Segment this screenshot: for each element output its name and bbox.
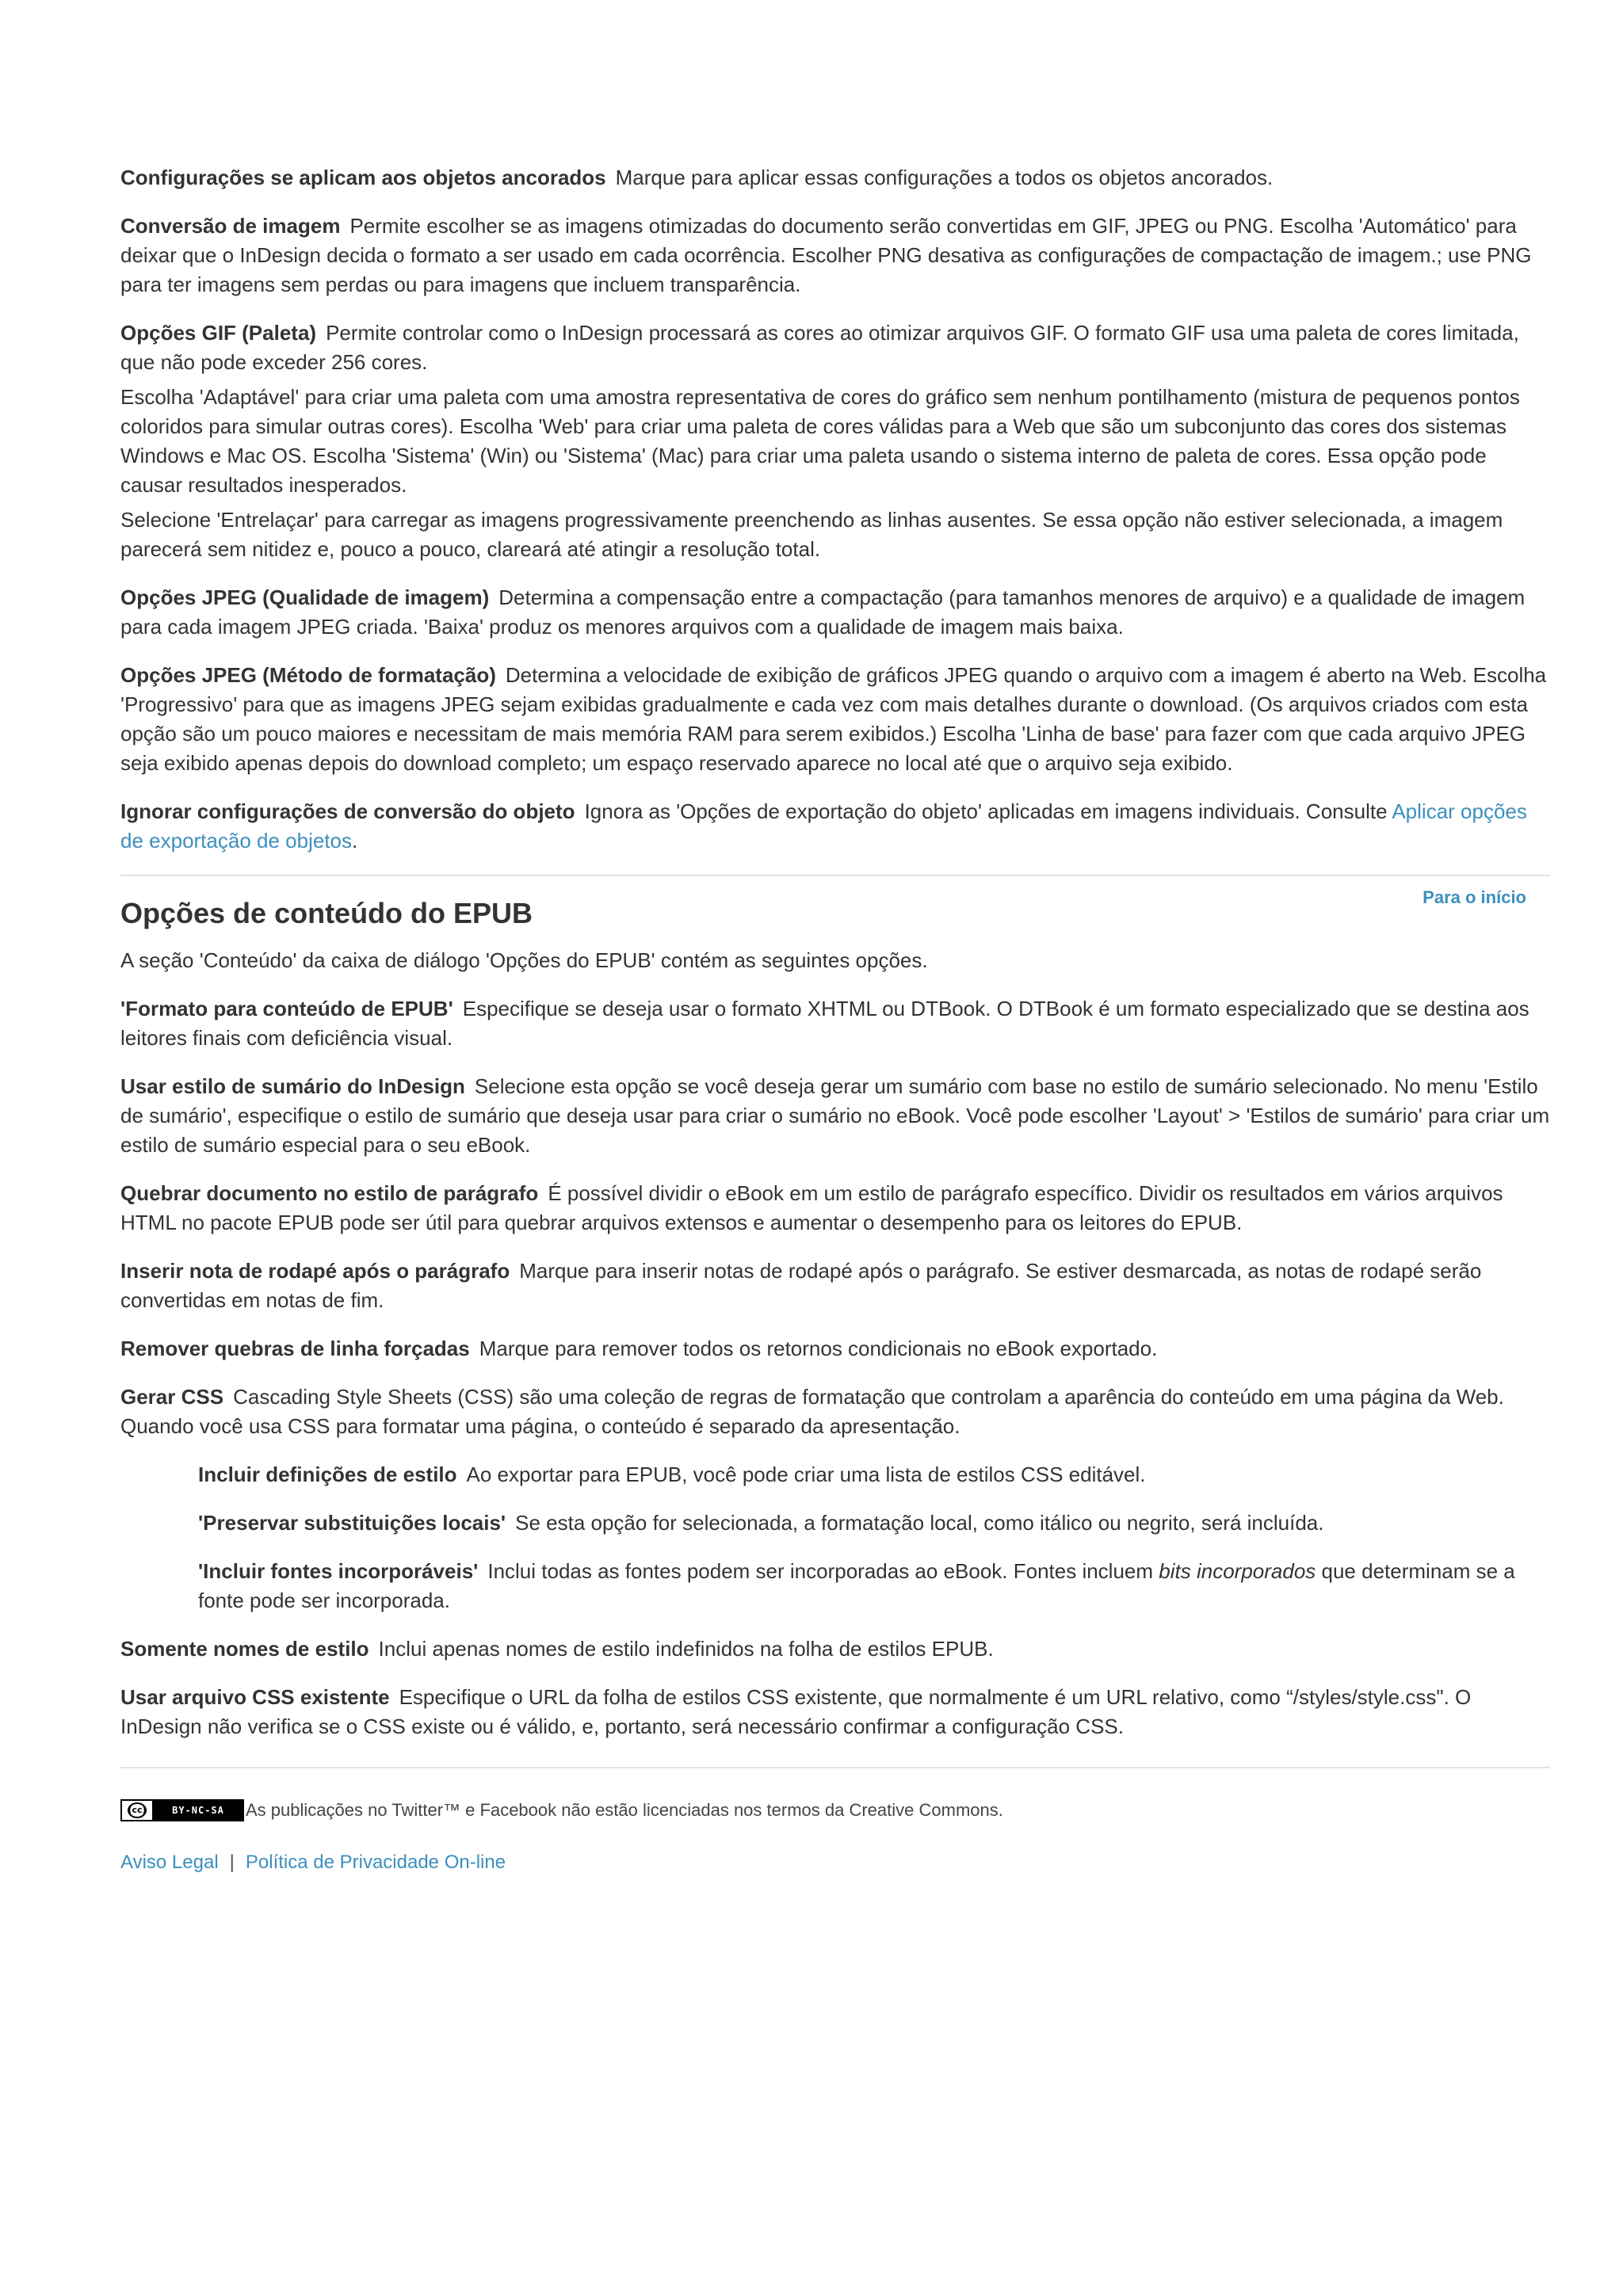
sub-definition-entry [198, 1508, 1550, 1538]
definition-term: Inserir nota de rodapé após o parágrafo [120, 1259, 510, 1283]
definition-entry [120, 318, 1550, 377]
cc-circle-icon: (cc) [128, 1802, 147, 1818]
definition-paragraph: Selecione 'Entrelaçar' para carregar as imagens progressivamente preenchendo as linhas ausentes. Se essa opção não estiver selecionada, a imagem parecerá sem nitidez e, pouco a pouco, clareará até atingir a resolução total. [120, 508, 1503, 561]
definition-term: Opções JPEG (Qualidade de imagem) [120, 585, 490, 609]
sub-definition-entry [198, 1460, 1550, 1489]
definition-text: Determina a compensação entre a compactação (para tamanhos menores de arquivo) e a qualidade de imagem para cada imagem JPEG criada. 'Baixa' produz os menores arquivos com a qualidade de imagem mais baixa. [120, 585, 1526, 639]
definition-entry [120, 212, 1550, 299]
definition-entry [120, 661, 1550, 778]
definition-text: Selecione esta opção se você deseja gerar um sumário com base no estilo de sumário selecionado. No menu 'Estilo de sumário', especifique o estilo de sumário que deseja usar para criar o sumário no eBook. Você pode escolher 'Layout' > 'Estilos de sumário' para criar um estilo de sumário especial para o seu eBook. [120, 1074, 1550, 1157]
document-page [120, 163, 1550, 1875]
definition-text: Especifique se deseja usar o formato XHTML ou DTBook. O DTBook é um formato especializado que se destina aos leitores finais com deficiência visual. [120, 997, 1529, 1050]
definition-term: Opções GIF (Paleta) [120, 321, 317, 345]
definition-entry [120, 1179, 1550, 1238]
definition-text: Inclui apenas nomes de estilo indefinidos na folha de estilos EPUB. [378, 1637, 994, 1661]
definition-entry [120, 994, 1550, 1053]
definition-entry [120, 583, 1550, 642]
section-header [120, 876, 1550, 932]
definition-term: Incluir definições de estilo [198, 1463, 457, 1486]
definition-entry [120, 1257, 1550, 1315]
definition-entry [120, 1683, 1550, 1741]
definition-term: 'Incluir fontes incorporáveis' [198, 1559, 479, 1583]
definition-entry [120, 1383, 1550, 1441]
definition-text: Marque para remover todos os retornos condicionais no eBook exportado. [479, 1337, 1158, 1360]
definition-term: Usar estilo de sumário do InDesign [120, 1074, 465, 1098]
license-text: As publicações no Twitter™ e Facebook não estão licenciadas nos termos da Creative Commons. [246, 1800, 1003, 1820]
definition-term: Usar arquivo CSS existente [120, 1685, 390, 1709]
definition-entry [120, 163, 1550, 193]
license-row [120, 1798, 1550, 1822]
definition-text: Ignora as 'Opções de exportação do objeto' aplicadas em imagens individuais. Consulte [584, 799, 1388, 823]
definition-italic: bits incorporados [1159, 1559, 1316, 1583]
cc-license-label: BY-NC-SA [154, 1801, 242, 1820]
definition-entry [120, 797, 1550, 856]
definition-entry [120, 1334, 1550, 1363]
definition-term: 'Formato para conteúdo de EPUB' [120, 997, 453, 1020]
definition-text: É possível dividir o eBook em um estilo de parágrafo específico. Dividir os resultados em vários arquivos HTML no pacote EPUB pode ser útil para quebrar arquivos extensos e aumentar o desempenho para os leitores do EPUB. [120, 1181, 1503, 1234]
definition-text: Cascading Style Sheets (CSS) são uma coleção de regras de formatação que controlam a aparência do conteúdo em uma página da Web. Quando você usa CSS para formatar uma página, o conteúdo é separado da apresentação. [120, 1385, 1504, 1438]
definition-term: Configurações se aplicam aos objetos ancorados [120, 166, 606, 189]
definition-text: Se esta opção for selecionada, a formatação local, como itálico ou negrito, será incluída. [515, 1511, 1324, 1535]
definition-text-end: que determinam se a fonte pode ser incorporada. [198, 1559, 1515, 1612]
privacy-policy-link[interactable]: Política de Privacidade On-line [245, 1852, 506, 1873]
apply-export-options-link[interactable]: Aplicar opções de exportação de objetos [120, 799, 1527, 852]
definition-text: Inclui todas as fontes podem ser incorporadas ao eBook. Fontes incluem [487, 1559, 1154, 1583]
definition-text: Especifique o URL da folha de estilos CSS existente, que normalmente é um URL relativo, como “/styles/style.css". O InDesign não verifica se o CSS existe ou é válido, e, portanto, será necessário confirmar a configuração CSS. [120, 1685, 1472, 1738]
definition-term: Gerar CSS [120, 1385, 224, 1409]
footer-divider [120, 1767, 1550, 1768]
definition-text: Marque para inserir notas de rodapé após o parágrafo. Se estiver desmarcada, as notas de rodapé serão convertidas em notas de fim. [120, 1259, 1482, 1312]
definition-text: Permite controlar como o InDesign processará as cores ao otimizar arquivos GIF. O formato GIF usa uma paleta de cores limitada, que não pode exceder 256 cores. [120, 321, 1519, 374]
definition-entry [120, 1072, 1550, 1160]
definition-term: Conversão de imagem [120, 214, 341, 238]
cc-icon [122, 1801, 154, 1820]
definition-text-end: . [352, 829, 358, 852]
definition-term: Quebrar documento no estilo de parágrafo [120, 1181, 539, 1205]
link-separator: | [229, 1852, 235, 1873]
definition-paragraph: Escolha 'Adaptável' para criar uma paleta com uma amostra representativa de cores do gráfico sem nenhum pontilhamento (mistura de pequenos pontos coloridos para simular outras cores). Escolha 'Web' para criar uma paleta de cores válidas para a Web que são um subconjunto das cores dos sistemas Windows e Mac OS. Escolha 'Sistema' (Win) ou 'Sistema' (Mac) para criar uma paleta usando o sistema interno de paleta de cores. Essa opção pode causar resultados inesperados. [120, 385, 1520, 497]
definition-term: Somente nomes de estilo [120, 1637, 369, 1661]
definition-term: Opções JPEG (Método de formatação) [120, 663, 496, 687]
definition-text: Permite escolher se as imagens otimizadas do documento serão convertidas em GIF, JPEG ou PNG. Escolha 'Automático' para deixar que o InDesign decida o formato a ser usado em cada ocorrência. Escolher PNG desativa as configurações de compactação de imagem.; use PNG para ter imagens sem perdas ou para imagens que incluem transparência. [120, 214, 1532, 296]
sub-definition-entry [198, 1557, 1550, 1615]
back-to-top-link[interactable]: Para o início [1423, 887, 1526, 907]
definition-term: 'Preservar substituições locais' [198, 1511, 506, 1535]
legal-notice-link[interactable]: Aviso Legal [120, 1852, 219, 1873]
definition-text: Marque para aplicar essas configurações a todos os objetos ancorados. [615, 166, 1274, 189]
definition-entry [120, 1634, 1550, 1664]
section-intro: A seção 'Conteúdo' da caixa de diálogo 'Opções do EPUB' contém as seguintes opções. [120, 948, 928, 972]
legal-links [120, 1851, 1550, 1875]
definition-text: Determina a velocidade de exibição de gráficos JPEG quando o arquivo com a imagem é aberto na Web. Escolha 'Progressivo' para que as imagens JPEG sejam exibidas gradualmente e cada vez com mais detalhes durante o download. (Os arquivos criados com esta opção são um pouco maiores e necessitam de mais memória RAM para serem exibidos.) Escolha 'Linha de base' para fazer com que cada arquivo JPEG seja exibido apenas depois do download completo; um espaço reservado aparece no local até que o arquivo seja exibido. [120, 663, 1547, 775]
creative-commons-badge[interactable] [120, 1799, 244, 1821]
definition-term: Ignorar configurações de conversão do objeto [120, 799, 575, 823]
definition-text: Ao exportar para EPUB, você pode criar uma lista de estilos CSS editável. [466, 1463, 1146, 1486]
section-title: Opções de conteúdo do EPUB [120, 897, 533, 929]
definition-term: Remover quebras de linha forçadas [120, 1337, 470, 1360]
